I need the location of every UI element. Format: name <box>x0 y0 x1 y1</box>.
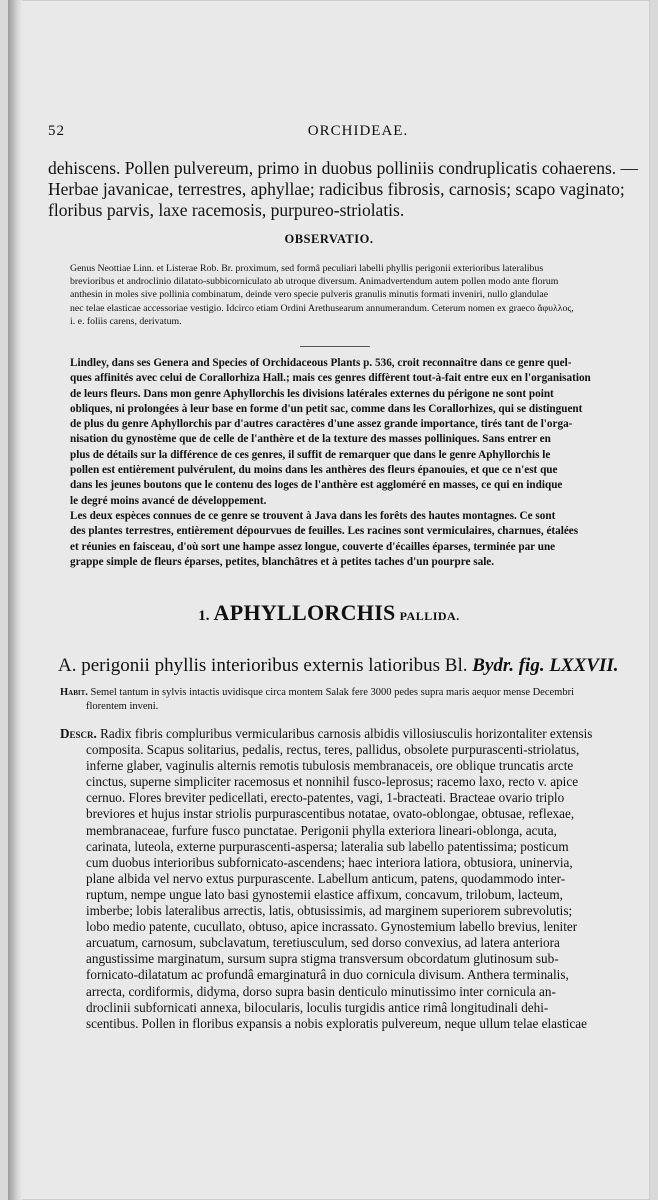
text-line: arrecta, cordiformis, didyma, dorso supra basin denticulo minutissimo inter cornicula an- <box>86 983 556 999</box>
section-divider <box>300 346 370 347</box>
text-line: Genus Neottiae Linn. et Listerae Rob. Br. proximum, sed formâ peculiari labelli phyllis perigonii exterioribus lateralibus <box>70 263 544 274</box>
text-line: grappe simple de fleurs éparses, petites, blanchâtres et à petites taches d'un pourpre sale. <box>70 555 495 568</box>
text-line: dehiscens. Pollen pulvereum, primo in duobus polliniis condruplicatis cohaerens. — <box>48 158 639 178</box>
habitat-text: Semel tantum in sylvis intactis uvidisque circa montem Salak fere 3000 pedes supra maris aequor mense Decembri <box>90 687 574 698</box>
intro-paragraph <box>48 158 650 221</box>
running-title: ORCHIDEAE. <box>307 123 409 139</box>
species-number: 1. <box>198 608 210 624</box>
text-line: brevioribus et androclinio dilatato-subbicorniculato ab utroque diversum. Animadvertendum autem pollen modo ante florum <box>70 276 559 288</box>
variety-citation: Bydr. fig. LXXVII. <box>472 655 619 676</box>
text-line: droclinii subfornicati annexa, bilocularis, loculis turgidis antice rimâ longitudinali dehi- <box>86 999 549 1015</box>
text-line: ques affinités avec celui de Corallorhiza Hall.; mais ces genres diffèrent tout-à-fait entre eux en l'organisation <box>70 372 591 385</box>
text-line: imberbe; lobis lateralibus arrectis, latis, obtusissimis, ad marginem superiorem subrevolutis; <box>86 903 573 919</box>
text-line: dans les jeunes boutons que le contenu des loges de l'anthère est aggloméré en masses, ce qui en indique <box>70 479 563 492</box>
text-line: lobo medio patente, cucullato, obtuso, apice incrassato. Gynostemium labello brevius, leniter <box>86 919 578 935</box>
text-line: pollen est entièrement pulvérulent, du moins dans les anthères des fleurs épanouies, et que ce n'est que <box>70 464 558 477</box>
observatio-heading: OBSERVATIO. <box>284 232 374 246</box>
text-line: Lindley, dans ses Genera and Species of Orchidaceous Plants p. 536, croit reconnaître dans ce genre quel- <box>70 357 572 369</box>
text-line: inferne glaber, vaginulis alternis remotis tubulosis membranaceis, ore oblique truncatis arcte <box>86 758 574 774</box>
description-text: Radix fibris compluribus vermicularibus carnosis albidis villosiusculis horizontaliter extensis <box>100 726 593 741</box>
observatio-body <box>70 262 630 328</box>
text-line: composita. Scapus solitarius, pedalis, rectus, teres, pallidus, obsolete purpurascenti-striolatus, <box>86 742 580 758</box>
species-epithet: PALLIDA. <box>399 609 460 623</box>
habitat-paragraph <box>60 686 630 713</box>
text-line <box>60 686 630 700</box>
lindley-note <box>70 356 638 570</box>
running-head <box>48 123 648 141</box>
text-line: breviores et hujus instar striolis purpurascentibus notatae, ovato-oblongae, obtusae, reflexae, <box>86 806 575 822</box>
text-line: arcuatum, carnosum, subclavatum, teretiusculum, sed dorso convexius, ad latera anteriora <box>86 935 560 951</box>
text-line: plane albida vel nervo extus purpurascente. Labellum anticum, patens, quodammodo inter- <box>86 870 566 886</box>
text-line: de leurs fleurs. Dans mon genre Aphyllorchis les divisions latérales externes du périgone ne sont point <box>70 387 554 400</box>
text-line: membranaceae, furfure fusco punctatae. Perigonii phylla exteriora lineari-oblonga, acuta, <box>86 822 557 838</box>
variety-heading <box>58 655 658 677</box>
text-line: cernuo. Flores breviter pedicellati, erecto-patentes, vagi, 1-bracteati. Bracteae ovario triplo <box>86 790 565 806</box>
text-line: florentem inveni. <box>86 700 159 712</box>
text-line: de plus du genre Aphyllorchis par d'autres caractères d'une assez grande importance, tirés tant de l'orga- <box>70 418 573 431</box>
text-line: cinctus, superne simpliciter racemosus et nonnihil fusco-leprosus; racemo laxo, recto v. apice <box>86 774 579 790</box>
text-line: Les deux espèces connues de ce genre se trouvent à Java dans les forêts des hautes montagnes. Ce sont <box>70 509 556 522</box>
habitat-label: Habit. <box>60 687 88 698</box>
text-line: i. e. foliis carens, derivatum. <box>70 315 182 327</box>
text-line: des plantes terrestres, entièrement dépourvues de feuilles. Les racines sont vermiculaires, charnues, étalées <box>70 525 579 538</box>
text-line: nec telae elasticae accessoriae vestigio. Idcirco etiam Ordini Arethusearum annumerandum. Ceterum nomen ex graeco ἄφυλλος, <box>70 302 574 314</box>
text-line: carinata, luteola, externe purpurascenti-aspersa; lateralia sub labello patentissima; posticum <box>86 838 569 854</box>
text-line: cum duobus interioribus subfornicato-ascendens; haec interiora latiora, obtusiora, uninervia, <box>86 854 573 870</box>
text-line: scentibus. Pollen in floribus expansis a nobis exploratis pulvereum, neque ullum telae elasticae <box>86 1015 588 1031</box>
text-line: le degré moins avancé de développement. <box>70 494 267 507</box>
text-line: obliques, ni prolongées à leur base en forme d'un petit sac, comme dans les Corallorhizes, qui se distinguent <box>70 402 583 415</box>
page-number: 52 <box>48 123 65 139</box>
text-line: Herbae javanicae, terrestres, aphyllae; radicibus fibrosis, carnosis; scapo vaginato; <box>48 179 625 199</box>
text-line: plus de détails sur la différence de ces genres, il suffit de remarquer que dans le genre Aphyllorchis le <box>70 448 551 461</box>
species-heading <box>8 600 650 626</box>
text-line: anthesin in moles sive pollinia combinatum, deinde vero specie pulveris granulis minutis formati inveniri, nullo glandulae <box>70 289 549 301</box>
description-label: Descr. <box>60 726 97 741</box>
text-line: fornicato-dilatatum ac profundâ emarginaturâ in duo cornicula divisum. Anthera terminalis, <box>86 967 569 983</box>
species-genus: APHYLLORCHIS <box>213 600 396 625</box>
text-line: floribus parvis, laxe racemosis, purpureo-striolatis. <box>48 200 405 220</box>
variety-text: A. perigonii phyllis interioribus externis latioribus Bl. <box>58 655 468 676</box>
text-line: angustissime marginatum, sursum supra stigma transversum obcordatum glutinosum sub- <box>86 951 559 967</box>
text-line: ruptum, nempe ungue lato basi gynostemii elastice affixum, concavum, trilobum, lacteum, <box>86 886 563 902</box>
book-page <box>8 0 650 1200</box>
text-line: et réunies en faisceau, d'où sort une hampe assez longue, couverte d'écailles éparses, terminée par une <box>70 540 556 553</box>
text-line <box>60 726 640 742</box>
text-line: nisation du gynostème que de celle de l'anthère et de la texture des masses polliniques. Sans entrer en <box>70 433 551 446</box>
description-paragraph <box>60 726 640 1032</box>
